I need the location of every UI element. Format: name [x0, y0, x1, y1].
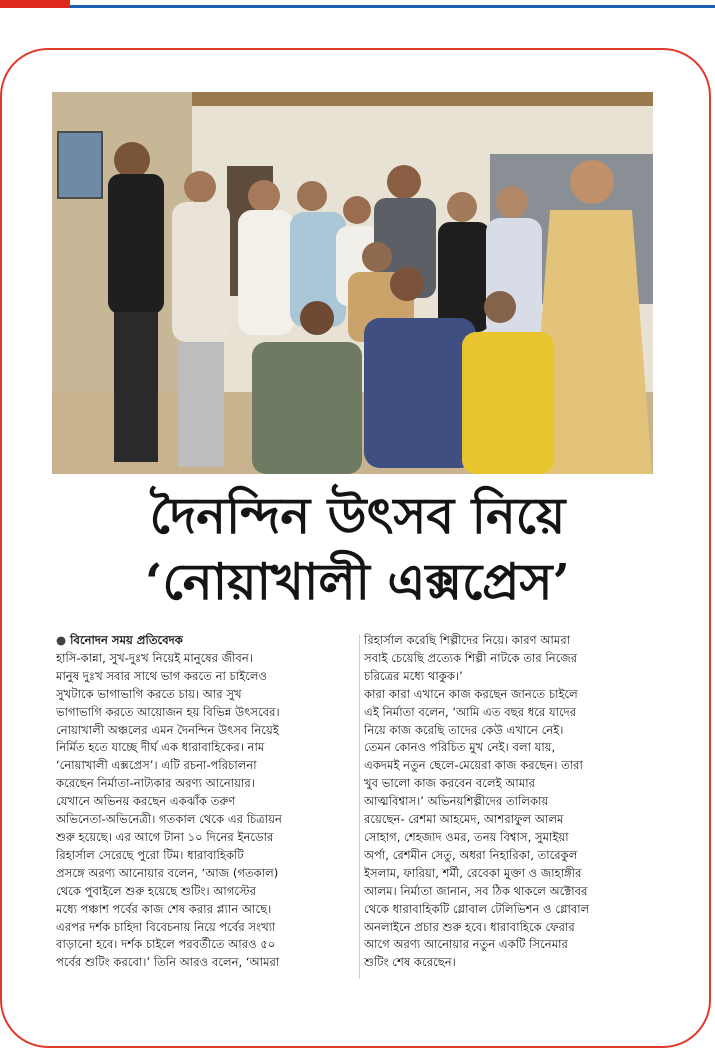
article-line: রিহার্সাল করেছি শিল্পীদের নিয়ে। কারণ আমরা [364, 633, 571, 647]
byline-text: বিনোদন সময় প্রতিবেদক [70, 633, 183, 647]
article-line: এই নির্মাতা বলেন, ‘আমি এত বছর ধরে যাদের [364, 704, 577, 719]
article-line: রিহার্সাল সেরেছে পুরো টিম। ধারাবাহিকটি [56, 847, 244, 862]
headline-line-2: ‘নোয়াখালী এক্সপ্রেস’ [145, 552, 570, 611]
article-line: সোহাগ, শেহজাদ ওমর, তনয় বিশ্বাস, সুমাইয়া [364, 829, 569, 844]
article-line: কারা কারা এখানে কাজ করছেন জানতে চাইলে [364, 686, 578, 701]
article-line: মানুষ দুঃখ সবার সাথে ভাগ করতে না চাইলেও [56, 668, 268, 683]
article-line: অর্পা, রেশমীন সেতু, অধরা নিহারিকা, তারেকুল [364, 847, 578, 862]
article-line: অভিনেতা-অভিনেত্রী। গতকাল থেকে এর চিত্রায়ন [56, 812, 282, 827]
article-line: থেকে ধারাবাহিকটি গ্লোবাল টেলিভিশন ও গ্লোবাল [364, 901, 590, 916]
article-line: নির্মিত হতে যাচ্ছে দীর্ঘ এক ধারাবাহিকের। নাম [56, 740, 265, 755]
article-line: প্রসঙ্গে অরণ্য আনোয়ার বলেন, ‘আজ (গতকাল) [56, 865, 279, 880]
article-line: আত্মবিশ্বাস।’ অভিনয়শিল্পীদের তালিকায় [364, 794, 549, 809]
article-line: ভাগাভাগি করতে আয়োজন হয় বিভিন্ন উৎসবের। [56, 704, 280, 719]
article-line: ‘নোয়াখালী এক্সপ্রেস’। এটি রচনা-পরিচালনা [56, 758, 257, 773]
article-line: অনলাইনে প্রচার শুরু হবে। ধারাবাহিকে ফেরার [364, 919, 575, 934]
article-line: আলম। নির্মাতা জানান, সব ঠিক থাকলে অক্টোবর [364, 883, 588, 898]
article-line: মধ্যে পঞ্চাশ পর্বের কাজ শেষ করার প্ল্যান আছে। [56, 901, 272, 916]
article-line: ইসলাম, ফারিয়া, শর্মী, রেবেকা মুক্তা ও জাহাঙ্গীর [364, 865, 582, 880]
article-line: চরিত্রের মধ্যে থাকুক।’ [364, 668, 463, 683]
article-line: বাড়ানো হবে। দর্শক চাইলে পরবর্তীতে আরও ৫০ [56, 937, 276, 952]
headline-line-1: দৈনন্দিন উৎসব নিয়ে [149, 486, 566, 545]
article-line: শুরু হয়েছে। এর আগে টানা ১০ দিনের ইনডোর [56, 829, 274, 844]
article-line: শুটিং শেষ করেছেন। [364, 955, 456, 970]
article-line: খুব ভালো কাজ করবেন বলেই আমার [364, 776, 535, 791]
group-photo-illustration [52, 92, 653, 474]
bullet-icon: ● [56, 633, 67, 647]
article-line: যেখানে অভিনয় করছেন একঝাঁক তরুণ [56, 794, 236, 809]
article-line: সুখটাকে ভাগাভাগি করতে চায়। আর সুখ [56, 686, 242, 701]
article-line: পর্বের শুটিং করবো।’ তিনি আরও বলেন, ‘আমরা [56, 955, 280, 970]
article-line: রয়েছেন- রেশমা আহমেদ, আশরাফুল আলম [364, 812, 564, 827]
article-line: এরপর দর্শক চাহিদা বিবেচনায় নিয়ে পর্বের সংখ্যা [56, 919, 276, 934]
article-line: একদমই নতুন ছেলে-মেয়েরা কাজ করছেন। তারা [364, 758, 583, 773]
article-line: নোয়াখালী অঞ্চলের এমন দৈনন্দিন উৎসব নিয়েই [56, 722, 279, 737]
group-photo [52, 92, 653, 474]
column-divider [359, 634, 360, 979]
article-column-right [364, 632, 664, 972]
article-line: হাসি-কান্না, সুখ-দুঃখ নিয়েই মানুষের জীবন। [56, 650, 253, 665]
article-line: সবাই চেয়েছি প্রত্যেক শিল্পী নাটকে তার নিজের [364, 650, 578, 665]
top-accent-bar-red [0, 0, 70, 8]
article-line: থেকে পুবাইলে শুরু হয়েছে শুটিং। আগস্টের [56, 883, 256, 898]
article-column-left [56, 632, 356, 972]
article-line: নিয়ে কাজ করেছি তাদের কেউ এখানে নেই। [364, 722, 564, 737]
article-line: তেমন কোনও পরিচিত মুখ নেই। বলা যায়, [364, 740, 556, 755]
article-line: আগে অরণ্য আনোয়ার নতুন একটি সিনেমার [364, 937, 568, 952]
top-accent-bar-blue [70, 5, 715, 8]
byline [56, 632, 356, 650]
article-line: করেছেন নির্মাতা-নাট্যকার অরণ্য আনোয়ার। [56, 776, 255, 791]
